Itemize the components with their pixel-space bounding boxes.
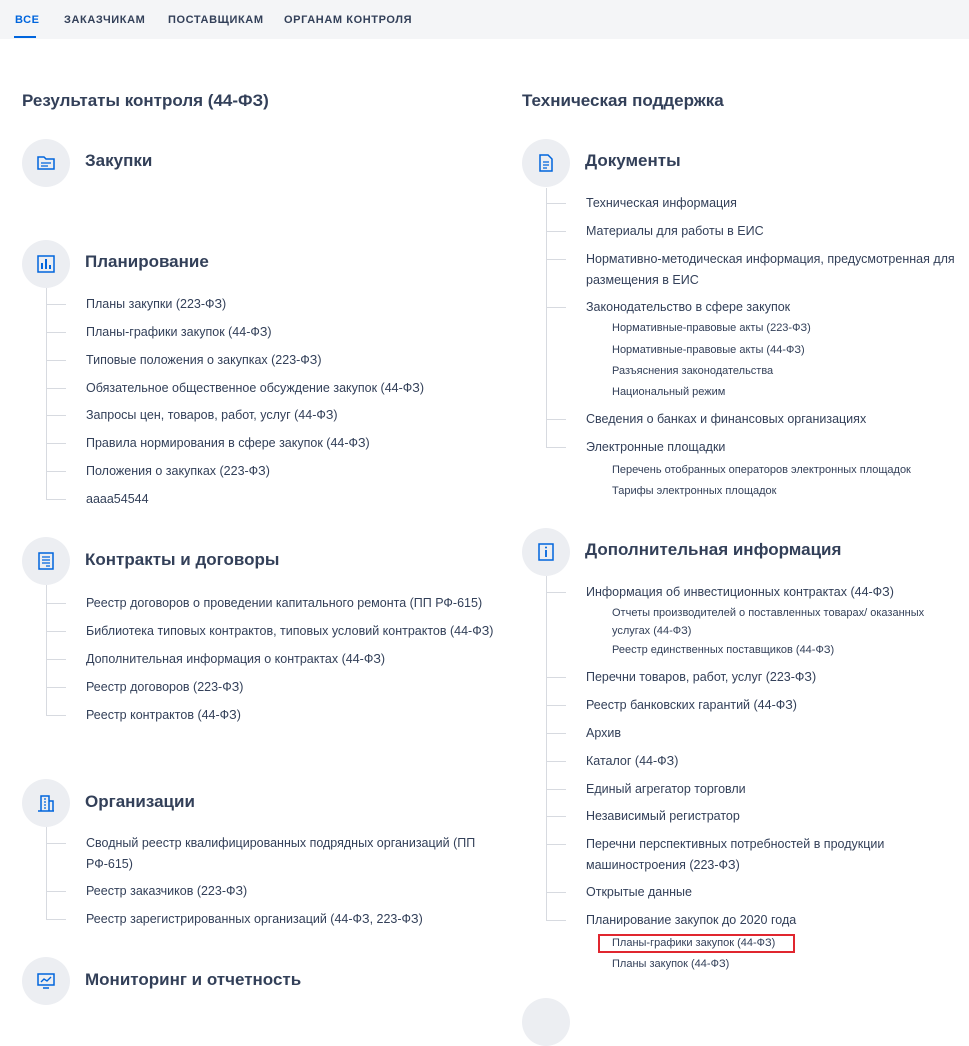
folder-icon: [22, 139, 70, 187]
highlight-box: [598, 934, 795, 953]
tree-branch: [46, 471, 66, 472]
section-title-monitoring[interactable]: Мониторинг и отчетность: [85, 970, 302, 989]
tree-branch: [46, 843, 66, 844]
link-zakonodatelstvo[interactable]: Законодательство в сфере закупок: [586, 300, 791, 314]
contract-document-icon: [22, 537, 70, 585]
bar-chart-icon: [22, 240, 70, 288]
link-nacionalnyj-rezhim[interactable]: Национальный режим: [612, 386, 726, 398]
link-materialy-eis[interactable]: Материалы для работы в ЕИС: [586, 224, 764, 238]
link-plany-grafiki-44[interactable]: Планы-графики закупок (44-ФЗ): [86, 325, 272, 339]
link-planirovanie-do-2020[interactable]: Планирование закупок до 2020 года: [586, 913, 797, 927]
document-icon: [522, 139, 570, 187]
tree-line: [46, 288, 47, 499]
link-nezavisimyj-registrator[interactable]: Независимый регистратор: [586, 809, 740, 823]
tree-branch: [46, 499, 66, 500]
tree-branch: [546, 419, 566, 420]
link-npa-44[interactable]: Нормативные-правовые акты (44-ФЗ): [612, 344, 805, 356]
link-edinyj-agregator[interactable]: Единый агрегатор торговли: [586, 782, 746, 796]
tree-branch: [546, 231, 566, 232]
link-plany-zakupok-2020[interactable]: Планы закупок (44-ФЗ): [612, 958, 730, 970]
link-reestr-kontraktov-44[interactable]: Реестр контрактов (44-ФЗ): [86, 708, 241, 722]
section-icon-partial: [522, 998, 570, 1046]
link-reestr-dogovorov-223[interactable]: Реестр договоров (223-ФЗ): [86, 680, 244, 694]
link-reestr-zakazchikov-223[interactable]: Реестр заказчиков (223-ФЗ): [86, 884, 248, 898]
tree-line: [546, 188, 547, 447]
tree-branch: [46, 388, 66, 389]
section-title-dop-info[interactable]: Дополнительная информация: [585, 540, 842, 559]
tree-branch: [546, 592, 566, 593]
info-icon: [522, 528, 570, 576]
tree-branch: [46, 715, 66, 716]
tree-branch: [46, 443, 66, 444]
link-plany-zakupki-223[interactable]: Планы закупки (223-ФЗ): [86, 297, 227, 311]
section-title-planirovanie[interactable]: Планирование: [85, 252, 209, 271]
section-title-organizacii[interactable]: Организации: [85, 792, 195, 811]
section-title-zakupki[interactable]: Закупки: [85, 151, 153, 170]
tree-branch: [546, 447, 566, 448]
monitor-chart-icon: [22, 957, 70, 1005]
column-title-tech-support: Техническая поддержка: [522, 91, 724, 110]
link-tarify-ploshchadok[interactable]: Тарифы электронных площадок: [612, 485, 777, 497]
tab-customers[interactable]: ЗАКАЗЧИКАМ: [64, 14, 146, 26]
tree-branch: [46, 687, 66, 688]
link-aaaa54544[interactable]: аааа54544: [86, 492, 149, 506]
tree-branch: [46, 415, 66, 416]
tree-branch: [546, 761, 566, 762]
link-polozheniya-o-zakupkah[interactable]: Положения о закупках (223-ФЗ): [86, 464, 270, 478]
link-otkrytye-dannye[interactable]: Открытые данные: [586, 885, 692, 899]
tree-branch: [46, 659, 66, 660]
tree-branch: [546, 677, 566, 678]
tree-branch: [546, 259, 566, 260]
link-invest-kontrakty[interactable]: Информация об инвестиционных контрактах (44-ФЗ): [586, 585, 894, 599]
link-dop-info-kontrakty[interactable]: Дополнительная информация о контрактах (44-ФЗ): [86, 652, 386, 666]
tree-branch: [46, 304, 66, 305]
tree-branch: [46, 631, 66, 632]
tree-branch: [546, 203, 566, 204]
link-tipovye-polozheniya[interactable]: Типовые положения о закупках (223-ФЗ): [86, 353, 322, 367]
link-arhiv[interactable]: Архив: [586, 726, 622, 740]
tree-branch: [546, 844, 566, 845]
tree-line: [546, 576, 547, 920]
link-biblioteka-kontraktov[interactable]: Библиотека типовых контрактов, типовых условий контрактов (44-ФЗ): [86, 624, 494, 638]
tree-branch: [46, 360, 66, 361]
link-svedeniya-o-bankah[interactable]: Сведения о банках и финансовых организациях: [586, 412, 867, 426]
link-plany-grafiki-2020[interactable]: Планы-графики закупок (44-ФЗ): [612, 937, 776, 949]
link-perechen-operatorov[interactable]: Перечень отобранных операторов электронных площадок: [612, 464, 911, 476]
active-tab-indicator: [14, 36, 36, 38]
tab-control-bodies[interactable]: ОРГАНАМ КОНТРОЛЯ: [284, 14, 413, 26]
tree-branch: [46, 603, 66, 604]
link-pravila-normirovaniya[interactable]: Правила нормирования в сфере закупок (44-ФЗ): [86, 436, 370, 450]
link-tech-info[interactable]: Техническая информация: [586, 196, 737, 210]
tree-line: [46, 585, 47, 715]
tab-bar: [0, 0, 969, 39]
link-perechni-tovarov[interactable]: Перечни товаров, работ, услуг (223-ФЗ): [586, 670, 817, 684]
link-razyasneniya[interactable]: Разъяснения законодательства: [612, 365, 774, 377]
building-icon: [22, 779, 70, 827]
tab-all[interactable]: ВСЕ: [15, 14, 40, 26]
link-normativno-metodicheskaya[interactable]: Нормативно-методическая информация, предусмотренная для размещения в ЕИС: [586, 252, 955, 287]
tree-branch: [46, 919, 66, 920]
tree-branch: [546, 733, 566, 734]
section-title-dokumenty[interactable]: Документы: [585, 151, 681, 170]
tree-branch: [546, 816, 566, 817]
tree-line: [46, 827, 47, 919]
link-reestr-kap-remont[interactable]: Реестр договоров о проведении капитального ремонта (ПП РФ-615): [86, 596, 483, 610]
tree-branch: [46, 332, 66, 333]
link-otchety-proizvoditelej[interactable]: Отчеты производителей о поставленных товарах/ оказанных услугах (44-ФЗ): [612, 607, 925, 637]
link-katalog[interactable]: Каталог (44-ФЗ): [586, 754, 679, 768]
link-reestr-bank-garantij[interactable]: Реестр банковских гарантий (44-ФЗ): [586, 698, 797, 712]
tree-branch: [546, 789, 566, 790]
link-perechni-perspektivnyh[interactable]: Перечни перспективных потребностей в продукции машиностроения (223-ФЗ): [586, 837, 885, 872]
link-npa-223[interactable]: Нормативные-правовые акты (223-ФЗ): [612, 322, 811, 334]
link-svodnyj-reestr-podryadnyh[interactable]: Сводный реестр квалифицированных подрядных организаций (ПП РФ-615): [86, 836, 476, 871]
section-title-kontrakty[interactable]: Контракты и договоры: [85, 550, 280, 569]
link-reestr-edinstvennyh-postavshchikov[interactable]: Реестр единственных поставщиков (44-ФЗ): [612, 644, 835, 656]
link-reestr-zaregistrirovannyh[interactable]: Реестр зарегистрированных организаций (44-ФЗ, 223-ФЗ): [86, 912, 423, 926]
tree-branch: [546, 705, 566, 706]
tree-branch: [546, 920, 566, 921]
link-elektronnye-ploshchadki[interactable]: Электронные площадки: [586, 440, 726, 454]
link-obshchestvennoe-obsuzhdenie[interactable]: Обязательное общественное обсуждение закупок (44-ФЗ): [86, 381, 424, 395]
tree-branch: [46, 891, 66, 892]
link-zaprosy-cen[interactable]: Запросы цен, товаров, работ, услуг (44-ФЗ): [86, 408, 338, 422]
tree-branch: [546, 892, 566, 893]
tree-branch: [546, 307, 566, 308]
column-title-control-results: Результаты контроля (44-ФЗ): [22, 91, 269, 110]
tab-suppliers[interactable]: ПОСТАВЩИКАМ: [168, 14, 264, 26]
